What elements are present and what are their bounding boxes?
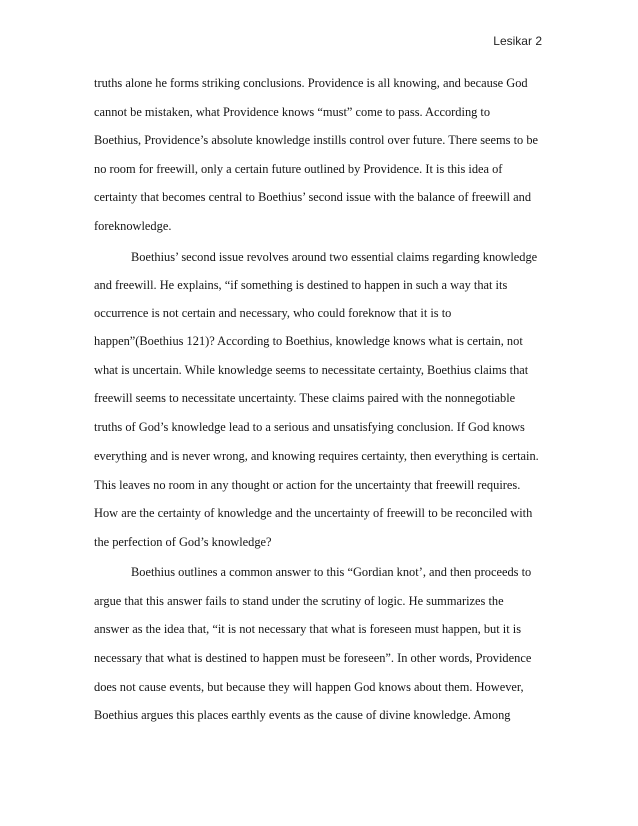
- text-line: freewill seems to necessitate uncertainty. These claims paired with the nonnegotiable: [94, 391, 516, 405]
- text-line: answer as the idea that, “it is not necessary that what is foreseen must happen, but it is: [94, 622, 522, 636]
- paragraph-first-line: Boethius outlines a common answer to this “Gordian knot’, and then proceeds to: [131, 565, 532, 579]
- text-line: truths alone he forms striking conclusions. Providence is all knowing, and because God: [94, 76, 528, 90]
- text-line: This leaves no room in any thought or action for the uncertainty that freewill requires.: [94, 478, 521, 492]
- text-line: Boethius argues this places earthly events as the cause of divine knowledge. Among: [94, 708, 511, 722]
- text-line: Boethius, Providence’s absolute knowledge instills control over future. There seems to be: [94, 133, 539, 147]
- text-line: necessary that what is destined to happen must be foreseen”. In other words, Providence: [94, 651, 532, 665]
- text-line: happen”(Boethius 121)? According to Boethius, knowledge knows what is certain, not: [94, 334, 523, 348]
- text-line: and freewill. He explains, “if something is destined to happen in such a way that its: [94, 278, 508, 292]
- text-line: no room for freewill, only a certain future outlined by Providence. It is this idea of: [94, 162, 503, 176]
- text-line: what is uncertain. While knowledge seems to necessitate certainty, Boethius claims that: [94, 363, 529, 377]
- running-head: Lesikar 2: [493, 34, 542, 48]
- text-line: does not cause events, but because they will happen God knows about them. However,: [94, 680, 524, 694]
- text-line: foreknowledge.: [94, 219, 172, 233]
- text-line: cannot be mistaken, what Providence knows “must” come to pass. According to: [94, 105, 491, 119]
- paragraph-first-line: Boethius’ second issue revolves around two essential claims regarding knowledge: [131, 250, 538, 264]
- text-line: certainty that becomes central to Boethius’ second issue with the balance of freewill and: [94, 190, 532, 204]
- text-line: truths of God’s knowledge lead to a serious and unsatisfying conclusion. If God knows: [94, 420, 525, 434]
- text-line: everything and is never wrong, and knowing requires certainty, then everything is certain.: [94, 449, 539, 463]
- text-line: How are the certainty of knowledge and the uncertainty of freewill to be reconciled with: [94, 506, 533, 520]
- text-line: argue that this answer fails to stand under the scrutiny of logic. He summarizes the: [94, 594, 504, 608]
- text-line: the perfection of God’s knowledge?: [94, 535, 272, 549]
- text-line: occurrence is not certain and necessary, who could foreknow that it is to: [94, 306, 452, 320]
